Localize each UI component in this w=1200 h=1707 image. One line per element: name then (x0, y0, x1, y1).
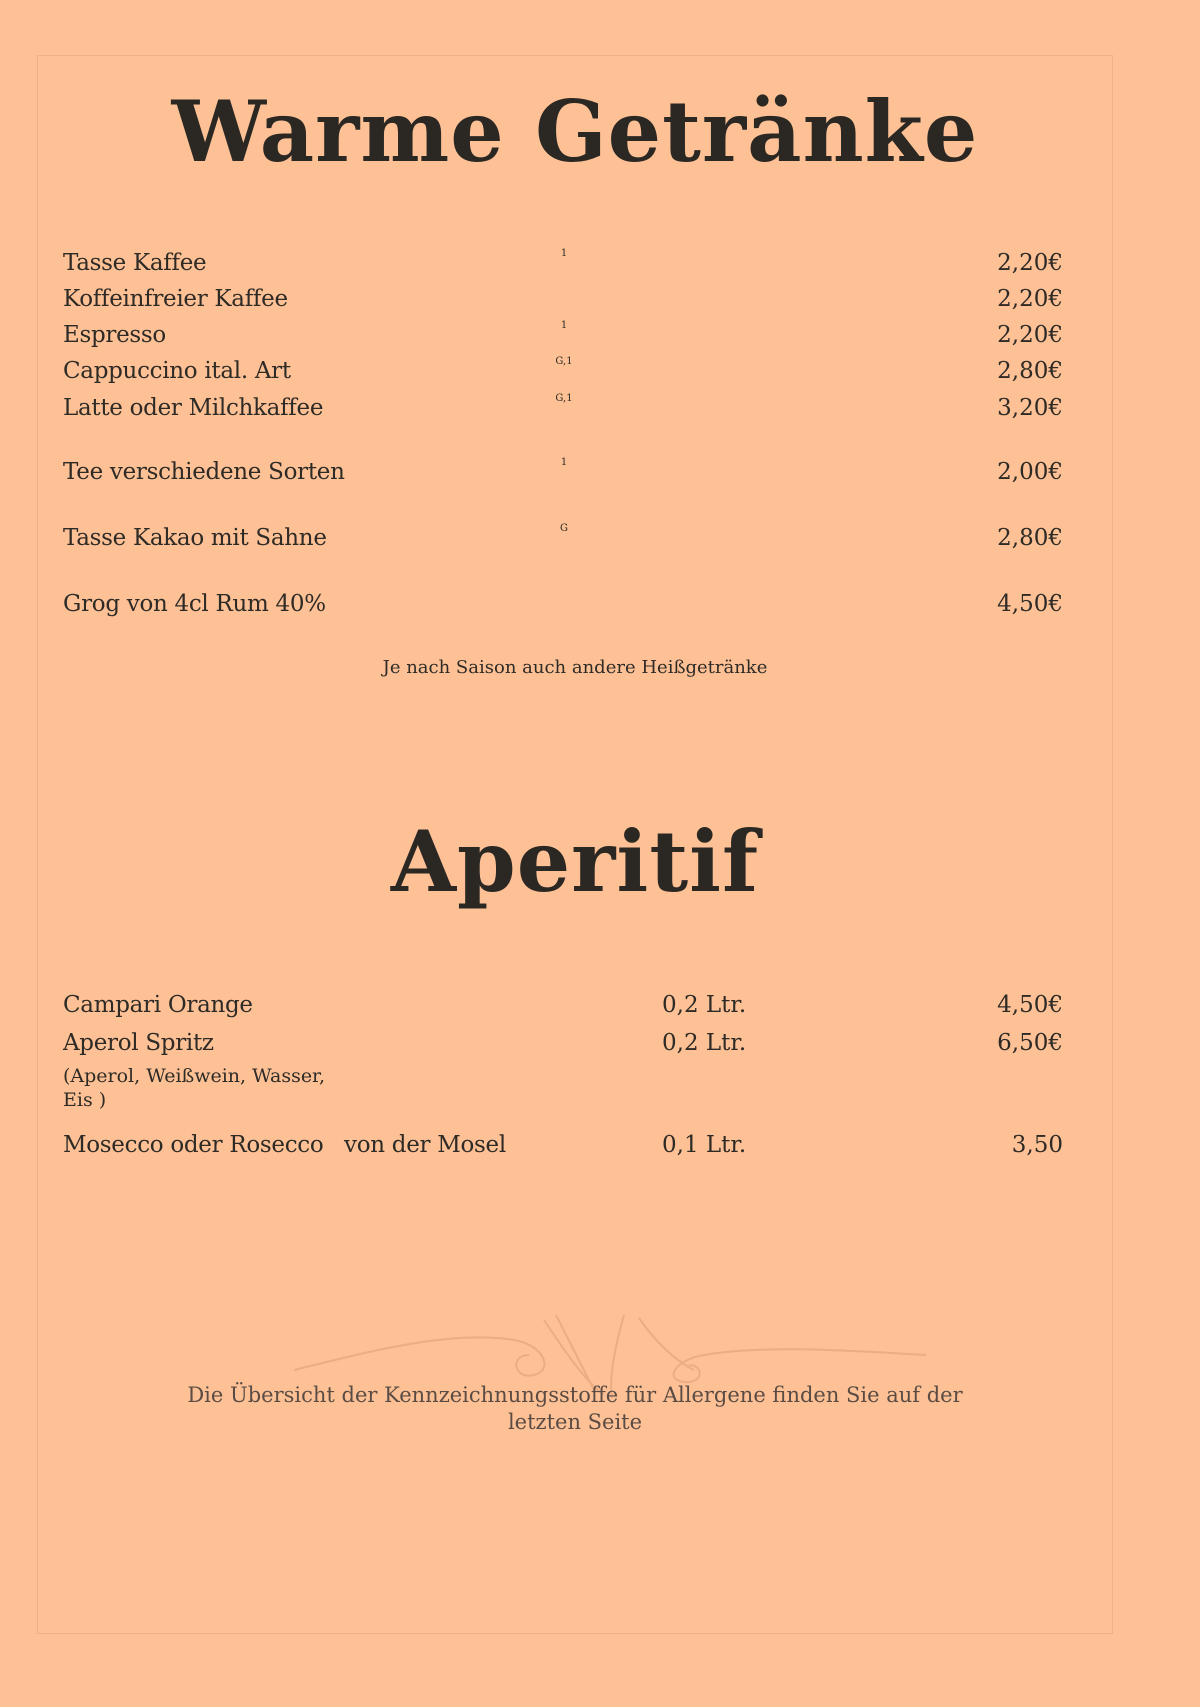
item-name: Koffeinfreier Kaffee (63, 286, 288, 312)
item-volume: 0,2 Ltr. (662, 1030, 747, 1056)
footer-line: letzten Seite (507, 1410, 643, 1434)
allergen-codes: G,1 (555, 356, 573, 367)
item-name: Cappuccino ital. Art (63, 358, 291, 384)
item-price: 2,20€ (997, 286, 1063, 312)
item-price: 2,80€ (997, 525, 1063, 551)
item-name: Grog von 4cl Rum 40% (63, 591, 326, 617)
section-title-aperitif: Aperitif (390, 812, 760, 911)
allergen-codes: 1 (560, 320, 568, 331)
item-name: Campari Orange (63, 992, 253, 1018)
item-description: (Aperol, Weißwein, Wasser, (63, 1065, 326, 1087)
allergen-codes: G (560, 523, 568, 534)
item-volume: 0,1 Ltr. (662, 1132, 747, 1158)
footer-line: Die Übersicht der Kennzeichnungsstoffe für Allergene finden Sie auf der (187, 1383, 963, 1407)
allergen-codes: 1 (560, 457, 568, 468)
item-price: 4,50€ (997, 992, 1063, 1018)
item-name: Latte oder Milchkaffee (63, 395, 324, 421)
allergen-codes: 1 (560, 248, 568, 259)
item-volume: 0,2 Ltr. (662, 992, 747, 1018)
item-price: 2,20€ (997, 322, 1063, 348)
item-price: 4,50€ (997, 591, 1063, 617)
item-price: 6,50€ (997, 1030, 1063, 1056)
item-price: 3,50 (1011, 1132, 1063, 1158)
allergen-footer-note (0, 1382, 1150, 1436)
item-name: Tasse Kaffee (63, 250, 207, 276)
item-name: Aperol Spritz (63, 1030, 214, 1056)
item-price: 2,20€ (997, 250, 1063, 276)
item-name: Mosecco oder Rosecco (63, 1132, 324, 1158)
item-name: Espresso (63, 322, 166, 348)
season-note: Je nach Saison auch andere Heißgetränke (382, 657, 768, 678)
item-origin: von der Mosel (344, 1132, 506, 1158)
item-name: Tee verschiedene Sorten (63, 459, 345, 485)
item-price: 2,00€ (997, 459, 1063, 485)
item-description: Eis ) (63, 1089, 107, 1111)
allergen-codes: G,1 (555, 393, 573, 404)
section-title-warme-getraenke: Warme Getränke (171, 82, 979, 181)
item-name: Tasse Kakao mit Sahne (63, 525, 327, 551)
item-price: 3,20€ (997, 395, 1063, 421)
item-price: 2,80€ (997, 358, 1063, 384)
